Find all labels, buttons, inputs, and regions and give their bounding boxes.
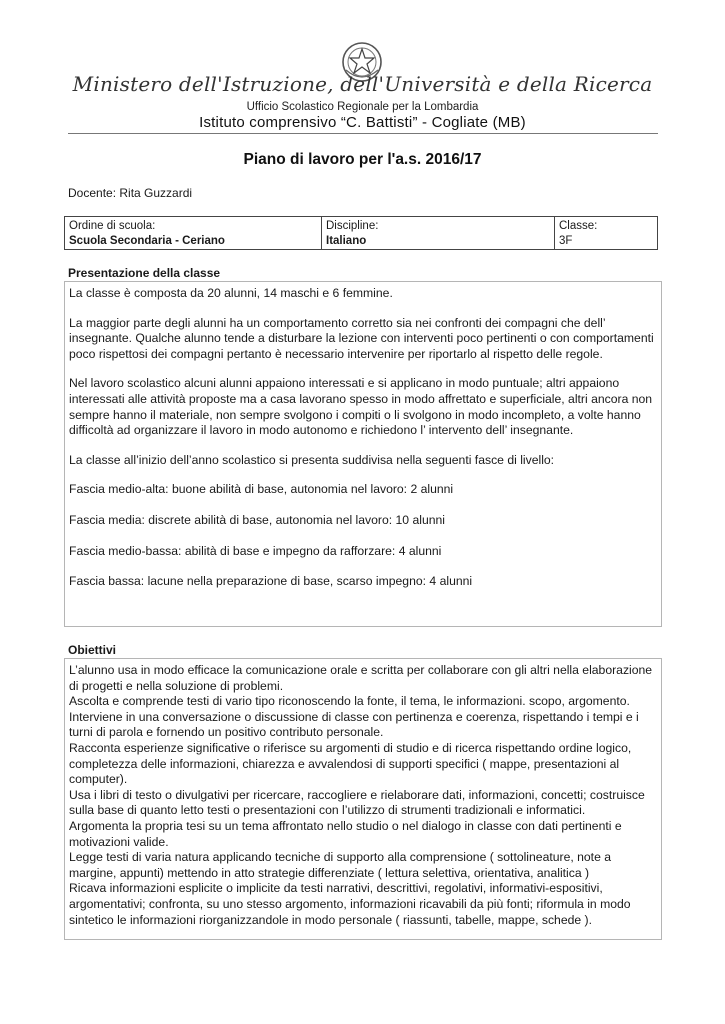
level-band-item: Fascia medio-alta: buone abilità di base, autonomia nel lavoro: 2 alunni <box>69 482 454 497</box>
obiettivi-heading: Obiettivi <box>68 643 117 657</box>
presentazione-paragraph: La classe è composta da 20 alunni, 14 maschi e 6 femmine. <box>69 286 393 300</box>
regional-office: Ufficio Scolastico Regionale per la Lombardia <box>246 101 479 113</box>
presentazione-paragraph: La classe all’inizio dell’anno scolastico si presenta suddivisa nella seguenti fasce di livello: <box>69 452 555 467</box>
objective-item: Interviene in una conversazione o discussione di classe con pertinenza e coerenza, rispettando i tempi e i turni di parola e fornendo un positivo contributo personale. <box>69 709 639 740</box>
school-order-value: Scuola Secondaria - Ceriano <box>69 235 225 247</box>
objective-item: Ascolta e comprende testi di vario tipo riconoscendo la fonte, il tema, le informazioni. scopo, argomento. <box>69 694 630 709</box>
teacher-line: Docente: Rita Guzzardi <box>68 186 193 200</box>
discipline-label: Discipline: <box>326 220 379 232</box>
school-order-label: Ordine di scuola: <box>69 220 156 232</box>
level-band-item: Fascia media: discrete abilità di base, autonomia nel lavoro: 10 alunni <box>69 512 445 527</box>
objective-item: Ricava informazioni esplicite o implicite da testi narrativi, descrittivi, regolativi, informativi-espositivi, argomentativi; confronta, su uno stesso argomento, informazioni ricavabili da più fonti; riformula in modo sintetico le informazioni riorganizzandole in modo personale ( riassunti, tabelle, mappe, schede ). <box>69 881 631 927</box>
ministry-name: Ministero dell'Istruzione, dell'Università e della Ricerca <box>72 72 653 96</box>
level-band-item: Fascia medio-bassa: abilità di base e impegno da rafforzare: 4 alunni <box>69 543 442 558</box>
class-cell <box>555 217 657 249</box>
objective-item: Argomenta la propria tesi su un tema affrontato nello studio o nel dialogo in classe con dati pertinenti e motivazioni valide. <box>69 818 622 849</box>
presentazione-paragraph: Nel lavoro scolastico alcuni alunni appaiono interessati e si applicano in modo puntuale; altri appaiono interessati alle attività proposte ma a casa lavorano spesso in modo affrettato e superficiale, altri ancora non sempre hanno il materiale, non sempre svolgono i compiti o li svolgono in modo incompleto, a volte hanno difficoltà ad organizzare il lavoro in modo autonomo e richiedono l’ intervento dell’ insegnante. <box>69 376 653 438</box>
header-divider <box>68 133 658 134</box>
objective-item: L’alunno usa in modo efficace la comunicazione orale e scritta per collaborare con gli altri nella elaborazione di progetti e nella soluzione di problemi. <box>69 663 653 693</box>
objective-item: Usa i libri di testo o divulgativi per ricercare, raccogliere e rielaborare dati, informazioni, concetti; costruisce sulla base di quanto letto testi o presentazioni con l’utilizzo di strumenti tradizionali e informatici. <box>69 787 645 818</box>
class-label: Classe: <box>559 220 598 232</box>
presentazione-paragraph: La maggior parte degli alunni ha un comportamento corretto sia nei confronti dei compagni che dell’ insegnante. Qualche alunno tende a disturbare la lezione con interventi poco pertinenti o con comportamenti poco rispettosi dei compagni pertanto è necessario intervenire per riportarlo al rispetto delle regole. <box>69 315 654 361</box>
institute-name: Istituto comprensivo “C. Battisti” - Cogliate (MB) <box>199 114 526 131</box>
objective-item: Legge testi di varia natura applicando tecniche di supporto alla comprensione ( sottolineature, note a margine, appunti) mettendo in atto strategie differenziate ( lettura selettiva, orientativa, analitica ) <box>69 850 612 880</box>
document-title: Piano di lavoro per l'a.s. 2016/17 <box>243 151 482 168</box>
school-order-cell <box>65 217 322 249</box>
obiettivi-box <box>64 658 662 940</box>
objective-item: Racconta esperienze significative o riferisce su argomenti di studio e di ricerca rispettando ordine logico, completezza delle informazioni, chiarezza e avvalendosi di supporti specifici ( mappe, presentazioni al computer). <box>69 740 632 787</box>
presentazione-heading: Presentazione della classe <box>68 266 221 280</box>
level-band-item: Fascia bassa: lacune nella preparazione di base, scarso impegno: 4 alunni <box>69 574 473 589</box>
discipline-value: Italiano <box>326 235 367 247</box>
presentazione-box <box>64 281 662 627</box>
class-value: 3F <box>559 235 573 247</box>
discipline-cell <box>322 217 555 249</box>
class-info-table <box>64 216 658 250</box>
